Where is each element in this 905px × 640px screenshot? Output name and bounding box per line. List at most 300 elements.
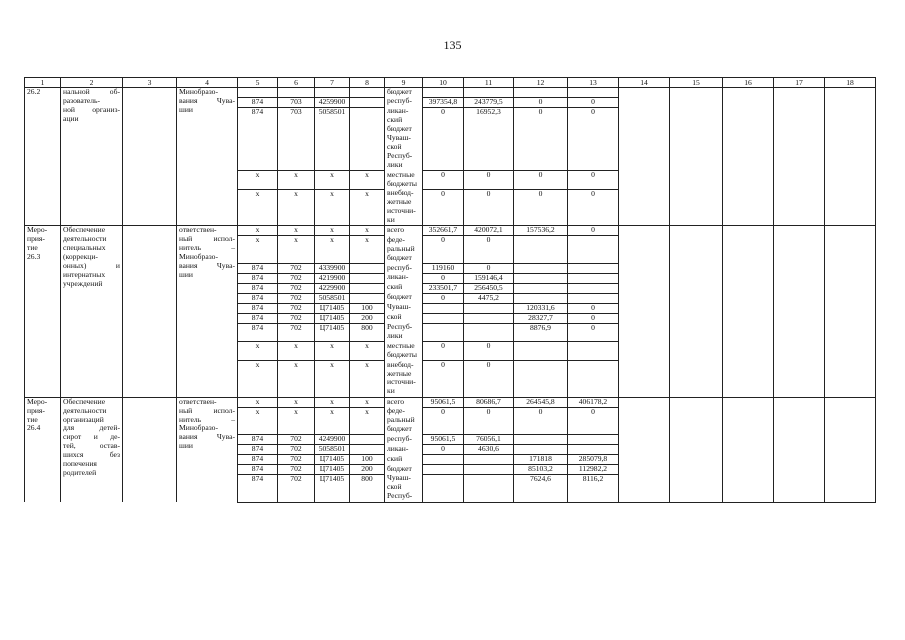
activity-name-line: онных) и xyxy=(63,261,120,271)
budget-code-cell: 874 xyxy=(238,293,278,303)
empty-cell xyxy=(670,226,723,236)
amount-cell: 397354,8 xyxy=(423,97,464,107)
budget-code-cell: x xyxy=(278,361,315,398)
budget-code-cell: x xyxy=(315,397,350,407)
amount-cell: 0 xyxy=(464,407,514,435)
amount-cell: 112982,2 xyxy=(568,465,619,475)
amount-cell: 28327,7 xyxy=(514,313,568,323)
empty-cell xyxy=(774,171,825,190)
funding-source-line: ральный xyxy=(387,415,415,425)
empty-cell xyxy=(619,189,670,226)
funding-source-line: респуб- xyxy=(387,263,412,272)
budget-code-cell: 874 xyxy=(238,465,278,475)
empty-cell xyxy=(723,226,774,236)
budget-code-cell: 874 xyxy=(238,323,278,342)
empty-cell xyxy=(723,474,774,502)
funding-source-line: местные xyxy=(387,170,415,179)
amount-cell: 0 xyxy=(423,273,464,283)
empty-cell xyxy=(619,226,670,236)
empty-cell xyxy=(825,236,876,264)
amount-cell: 0 xyxy=(423,342,464,361)
budget-code-cell: x xyxy=(315,361,350,398)
budget-code-cell: x xyxy=(315,407,350,435)
amount-cell xyxy=(464,323,514,342)
empty-cell xyxy=(723,397,774,407)
column-header: 9 xyxy=(385,78,423,88)
funding-source xyxy=(385,283,423,293)
empty-cell xyxy=(723,273,774,283)
funding-source-line: бюджет xyxy=(387,252,412,262)
column-header: 1 xyxy=(25,78,61,88)
budget-code-cell: 5058501 xyxy=(315,445,350,455)
activity-name xyxy=(61,226,123,397)
funding-source-line: жетные xyxy=(387,368,412,378)
budget-code-cell: Ц71405 xyxy=(315,323,350,342)
empty-cell xyxy=(825,407,876,435)
activity-number-line: тие xyxy=(27,414,38,424)
empty-cell xyxy=(774,323,825,342)
budget-code-cell: 702 xyxy=(278,283,315,293)
amount-cell: 0 xyxy=(464,171,514,190)
amount-cell xyxy=(514,283,568,293)
executor-line: ный испол- xyxy=(179,234,235,244)
budget-code-cell: 4219900 xyxy=(315,273,350,283)
budget-code-cell: x xyxy=(278,236,315,264)
budget-code-cell: x xyxy=(350,342,385,361)
budget-code-cell: x xyxy=(278,407,315,435)
budget-code-cell: x xyxy=(350,407,385,435)
budget-code-cell: 702 xyxy=(278,455,315,465)
empty-cell xyxy=(825,465,876,475)
amount-cell xyxy=(514,264,568,274)
executor-line: нитель – xyxy=(179,414,235,424)
amount-cell xyxy=(568,435,619,445)
activity-name-line: учреждений xyxy=(63,278,103,288)
activity-name-line: для детей- xyxy=(63,423,120,433)
empty-cell xyxy=(670,323,723,342)
executor-line: ный испол- xyxy=(179,405,235,415)
empty-cell xyxy=(774,361,825,398)
amount-cell: 0 xyxy=(423,171,464,190)
funding-source xyxy=(385,323,423,342)
empty-cell xyxy=(619,397,670,407)
executor xyxy=(177,88,238,226)
budget-code-cell: x xyxy=(350,226,385,236)
empty-cell xyxy=(670,313,723,323)
executor-line: Минобразо- xyxy=(179,252,218,262)
funding-source-line: бюджеты xyxy=(387,178,417,188)
amount-cell: 76056,1 xyxy=(464,435,514,445)
funding-source xyxy=(385,435,423,445)
amount-cell: 0 xyxy=(514,107,568,170)
empty-cell xyxy=(774,474,825,502)
amount-cell: 0 xyxy=(568,226,619,236)
amount-cell: 95061,5 xyxy=(423,435,464,445)
funding-source-line: Респуб- xyxy=(387,150,413,160)
amount-cell: 95061,5 xyxy=(423,397,464,407)
amount-cell: 4475,2 xyxy=(464,293,514,303)
amount-cell: 243779,5 xyxy=(464,97,514,107)
funding-source-line: внебюд- xyxy=(387,360,414,369)
funding-source-line: всего xyxy=(387,397,405,406)
executor-line: Минобразо- xyxy=(179,87,218,96)
amount-cell: 406178,2 xyxy=(568,397,619,407)
amount-cell xyxy=(568,293,619,303)
empty-cell xyxy=(619,361,670,398)
budget-code-cell: x xyxy=(350,236,385,264)
empty-cell xyxy=(619,445,670,455)
amount-cell xyxy=(568,361,619,398)
funding-source-line: ки xyxy=(387,386,395,396)
executor xyxy=(177,226,238,397)
activity-name-line: ации xyxy=(63,113,79,123)
empty-cell xyxy=(670,88,723,98)
budget-code-cell: x xyxy=(278,171,315,190)
budget-code-cell: 702 xyxy=(278,313,315,323)
budget-code-cell xyxy=(350,435,385,445)
funding-source-line: источни- xyxy=(387,206,416,216)
budget-code-cell: x xyxy=(238,361,278,398)
funding-source-line: ской xyxy=(387,313,402,322)
empty-cell xyxy=(723,342,774,361)
empty-cell xyxy=(825,342,876,361)
budget-code-cell: 100 xyxy=(350,303,385,313)
amount-cell: 0 xyxy=(568,189,619,226)
funding-source xyxy=(385,303,423,313)
funding-source-line: ской xyxy=(387,141,402,151)
budget-code-cell: 5058501 xyxy=(315,293,350,303)
empty-cell xyxy=(670,397,723,407)
amount-cell xyxy=(568,236,619,264)
amount-cell: 0 xyxy=(423,407,464,435)
amount-cell xyxy=(423,455,464,465)
empty-cell xyxy=(670,293,723,303)
funding-source-line: бюджет xyxy=(387,464,412,473)
empty-cell xyxy=(774,397,825,407)
budget-code-cell: Ц71405 xyxy=(315,474,350,502)
activity-name-line: интернатных xyxy=(63,270,106,280)
budget-code-cell: 874 xyxy=(238,474,278,502)
amount-cell: 0 xyxy=(514,407,568,435)
empty-cell xyxy=(774,236,825,264)
activity-name-line: нальной об- xyxy=(63,87,120,96)
empty-cell xyxy=(825,435,876,445)
activity-name-line: тей, остав- xyxy=(63,441,120,451)
funding-source xyxy=(385,361,423,398)
funding-source-line: Респуб- xyxy=(387,323,413,332)
empty-cell xyxy=(670,445,723,455)
budget-code-cell: x xyxy=(238,407,278,435)
amount-cell: 264545,8 xyxy=(514,397,568,407)
column-header: 14 xyxy=(619,78,670,88)
budget-code-cell: x xyxy=(238,236,278,264)
budget-code-cell: 4229900 xyxy=(315,283,350,293)
budget-code-cell: x xyxy=(238,342,278,361)
budget-code-cell: 702 xyxy=(278,445,315,455)
funding-source-line: бюджет xyxy=(387,423,412,433)
executor-line: Минобразо- xyxy=(179,423,218,433)
amount-cell: 0 xyxy=(568,303,619,313)
budget-code-cell xyxy=(350,97,385,107)
budget-code-cell: 874 xyxy=(238,303,278,313)
empty-cell xyxy=(825,455,876,465)
activity-number-line: 26.2 xyxy=(27,87,41,96)
funding-source-line: бюджеты xyxy=(387,349,417,359)
empty-cell xyxy=(670,273,723,283)
budget-code-cell: x xyxy=(315,189,350,226)
amount-cell xyxy=(514,273,568,283)
budget-code-cell: 703 xyxy=(278,97,315,107)
empty-cell xyxy=(774,273,825,283)
budget-code-cell: Ц71405 xyxy=(315,465,350,475)
funding-source-line: ской xyxy=(387,482,402,492)
activity-number-line: прия- xyxy=(27,405,45,415)
budget-table xyxy=(24,77,876,503)
amount-cell: 0 xyxy=(568,107,619,170)
activity-number xyxy=(25,397,61,502)
column-header: 8 xyxy=(350,78,385,88)
activity-name-line: попечения xyxy=(63,459,97,469)
amount-cell: 0 xyxy=(568,323,619,342)
activity-number xyxy=(25,226,61,397)
column-header: 17 xyxy=(774,78,825,88)
amount-cell: 256450,5 xyxy=(464,283,514,293)
budget-code-cell: 200 xyxy=(350,313,385,323)
funding-source xyxy=(385,189,423,226)
amount-cell xyxy=(423,303,464,313)
amount-cell: 8116,2 xyxy=(568,474,619,502)
empty-cell xyxy=(723,97,774,107)
activity-name xyxy=(61,397,123,502)
budget-code-cell: x xyxy=(315,342,350,361)
empty-cell xyxy=(619,88,670,98)
budget-code-cell: x xyxy=(278,397,315,407)
empty-cell xyxy=(619,107,670,170)
empty-cell xyxy=(825,97,876,107)
column-header: 2 xyxy=(61,78,123,88)
empty-cell xyxy=(825,171,876,190)
amount-cell: 0 xyxy=(423,293,464,303)
funding-source-line: источни- xyxy=(387,377,416,387)
empty-cell xyxy=(619,455,670,465)
amount-cell xyxy=(514,445,568,455)
funding-source xyxy=(385,397,423,407)
budget-code-cell: 100 xyxy=(350,455,385,465)
empty-cell xyxy=(670,171,723,190)
empty-cell xyxy=(619,435,670,445)
empty-cell xyxy=(670,407,723,435)
budget-code-cell: x xyxy=(350,171,385,190)
funding-source-line: ральный xyxy=(387,243,415,253)
funding-source xyxy=(385,474,423,502)
empty-cell xyxy=(670,342,723,361)
table-body xyxy=(25,78,876,503)
empty-cell xyxy=(825,88,876,98)
funding-source xyxy=(385,226,423,236)
empty-cell xyxy=(619,303,670,313)
page-number: 135 xyxy=(443,38,462,52)
amount-cell: 159146,4 xyxy=(464,273,514,283)
budget-code-cell: 874 xyxy=(238,455,278,465)
amount-cell: 0 xyxy=(423,445,464,455)
budget-code-cell: x xyxy=(238,397,278,407)
empty-cell xyxy=(825,189,876,226)
amount-cell: 157536,2 xyxy=(514,226,568,236)
amount-cell xyxy=(568,283,619,293)
table-row xyxy=(25,226,876,236)
amount-cell xyxy=(514,88,568,98)
empty-cell xyxy=(619,313,670,323)
empty-cell xyxy=(825,323,876,342)
budget-code-cell: 702 xyxy=(278,264,315,274)
activity-name-line: разователь- xyxy=(63,95,101,105)
empty-cell xyxy=(774,342,825,361)
funding-source-line: лики xyxy=(387,330,403,340)
budget-code-cell: x xyxy=(315,236,350,264)
executor-line: нитель – xyxy=(179,243,235,253)
funding-source xyxy=(385,97,423,107)
budget-code-cell: x xyxy=(315,226,350,236)
empty-cell xyxy=(619,323,670,342)
empty-cell xyxy=(723,264,774,274)
amount-cell: 119160 xyxy=(423,264,464,274)
funding-source xyxy=(385,273,423,283)
empty-cell xyxy=(123,88,177,226)
empty-cell xyxy=(774,407,825,435)
executor-line: ответствен- xyxy=(179,225,217,235)
empty-cell xyxy=(825,273,876,283)
budget-code-cell: 874 xyxy=(238,313,278,323)
empty-cell xyxy=(723,445,774,455)
empty-cell xyxy=(774,283,825,293)
amount-cell: 0 xyxy=(514,97,568,107)
amount-cell: 7624,6 xyxy=(514,474,568,502)
funding-source xyxy=(385,107,423,170)
budget-code-cell: 800 xyxy=(350,474,385,502)
amount-cell: 171818 xyxy=(514,455,568,465)
empty-cell xyxy=(825,397,876,407)
column-header: 4 xyxy=(177,78,238,88)
budget-code-cell xyxy=(278,88,315,98)
executor xyxy=(177,397,238,502)
amount-cell xyxy=(568,88,619,98)
column-header: 3 xyxy=(123,78,177,88)
activity-name-line: (коррекци- xyxy=(63,252,98,262)
amount-cell: 0 xyxy=(514,189,568,226)
empty-cell xyxy=(723,303,774,313)
budget-code-cell xyxy=(350,88,385,98)
funding-source-line: ский xyxy=(387,115,403,125)
amount-cell xyxy=(423,323,464,342)
empty-cell xyxy=(774,189,825,226)
budget-code-cell: 874 xyxy=(238,264,278,274)
budget-code-cell: x xyxy=(278,342,315,361)
budget-code-cell: 702 xyxy=(278,303,315,313)
amount-cell: 0 xyxy=(464,342,514,361)
amount-cell: 8876,9 xyxy=(514,323,568,342)
empty-cell xyxy=(774,455,825,465)
empty-cell xyxy=(619,97,670,107)
activity-name-line: организаций xyxy=(63,414,104,424)
executor-line: вания Чува- xyxy=(179,95,235,105)
activity-number-line: Меро- xyxy=(27,397,48,406)
empty-cell xyxy=(825,303,876,313)
budget-code-cell: 703 xyxy=(278,107,315,170)
activity-name-line: специальных xyxy=(63,243,106,253)
funding-source-line: респуб- xyxy=(387,97,412,106)
amount-cell xyxy=(464,474,514,502)
budget-code-cell: x xyxy=(238,189,278,226)
amount-cell xyxy=(423,313,464,323)
funding-source-line: жетные xyxy=(387,197,412,207)
amount-cell: 0 xyxy=(464,361,514,398)
funding-source xyxy=(385,445,423,455)
activity-name-line: родителей xyxy=(63,467,97,477)
amount-cell: 352661,7 xyxy=(423,226,464,236)
budget-code-cell xyxy=(350,283,385,293)
budget-code-cell: 702 xyxy=(278,273,315,283)
amount-cell xyxy=(464,465,514,475)
funding-source-line: ский xyxy=(387,283,403,292)
empty-cell xyxy=(619,474,670,502)
amount-cell xyxy=(423,88,464,98)
executor-line: шии xyxy=(179,270,193,280)
empty-cell xyxy=(825,264,876,274)
budget-code-cell: 702 xyxy=(278,465,315,475)
amount-cell xyxy=(514,236,568,264)
budget-code-cell: 200 xyxy=(350,465,385,475)
funding-source-line: Чуваш- xyxy=(387,474,411,483)
activity-name-line: Обеспечение xyxy=(63,225,106,235)
budget-code-cell: 874 xyxy=(238,97,278,107)
funding-source-line: бюджет xyxy=(387,124,412,134)
empty-cell xyxy=(825,283,876,293)
executor-line: вания Чува- xyxy=(179,432,235,442)
column-header: 16 xyxy=(723,78,774,88)
empty-cell xyxy=(723,465,774,475)
empty-cell xyxy=(123,226,177,397)
empty-cell xyxy=(670,283,723,293)
amount-cell xyxy=(514,361,568,398)
column-header: 6 xyxy=(278,78,315,88)
empty-cell xyxy=(825,474,876,502)
activity-name-line: деятельности xyxy=(63,234,107,244)
amount-cell: 16952,3 xyxy=(464,107,514,170)
empty-cell xyxy=(670,107,723,170)
activity-name-line: сирот и де- xyxy=(63,432,120,442)
executor-line: шии xyxy=(179,104,193,114)
amount-cell: 0 xyxy=(568,313,619,323)
column-header: 13 xyxy=(568,78,619,88)
amount-cell xyxy=(514,342,568,361)
amount-cell: 85103,2 xyxy=(514,465,568,475)
empty-cell xyxy=(825,361,876,398)
budget-code-cell xyxy=(350,445,385,455)
budget-code-cell: 4249900 xyxy=(315,435,350,445)
activity-number-line: 26.4 xyxy=(27,423,41,433)
funding-source xyxy=(385,88,423,98)
budget-code-cell: 702 xyxy=(278,435,315,445)
budget-code-cell: Ц71405 xyxy=(315,455,350,465)
activity-name-line: деятельности xyxy=(63,405,107,415)
funding-source-line: ки xyxy=(387,215,395,225)
funding-source xyxy=(385,407,423,435)
empty-cell xyxy=(123,397,177,502)
funding-source xyxy=(385,455,423,465)
empty-cell xyxy=(619,293,670,303)
column-header: 18 xyxy=(825,78,876,88)
empty-cell xyxy=(723,107,774,170)
